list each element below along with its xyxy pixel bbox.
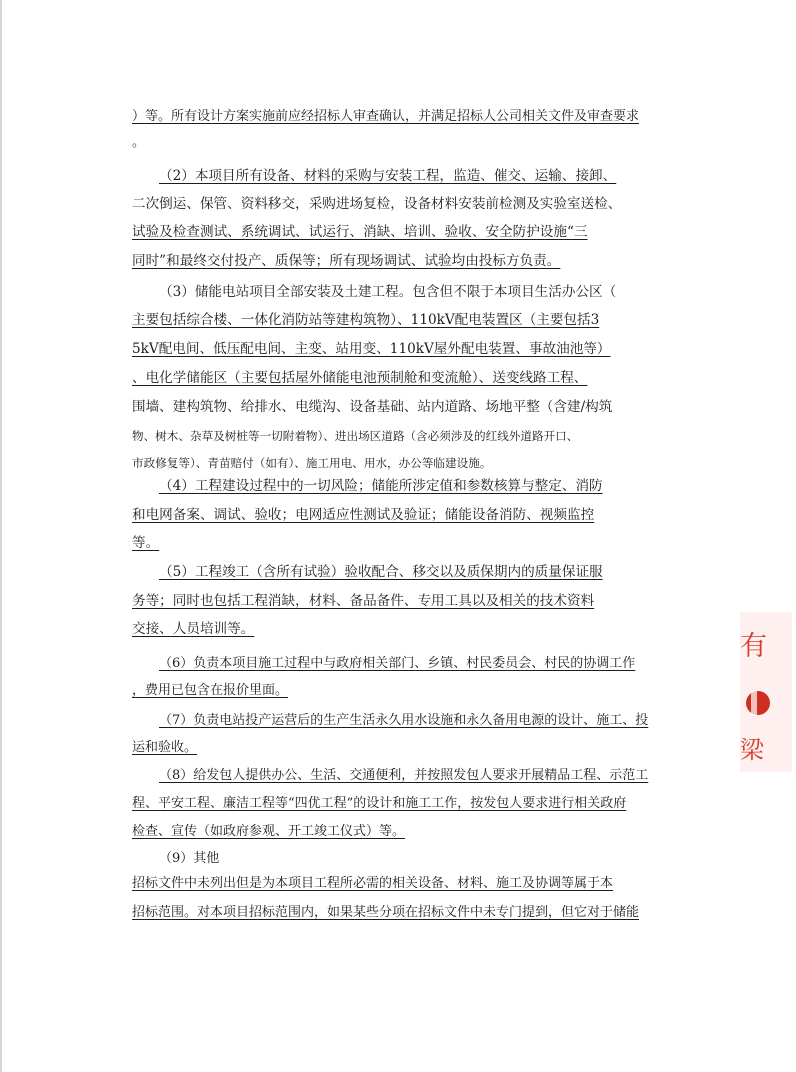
text-line <box>0 282 759 304</box>
text-line <box>0 654 759 676</box>
seal-char: 有 <box>740 631 767 662</box>
text-run: 务等；同时也包括工程消缺，材料、备品备件、专用工具以及相关的技术资料 <box>132 593 595 609</box>
text-line <box>0 681 759 703</box>
text-line <box>0 107 759 129</box>
text-line <box>0 591 759 613</box>
red-seal-stamp <box>736 600 767 780</box>
seal-graphic <box>736 600 796 780</box>
text-line <box>0 822 759 844</box>
text-line <box>0 794 759 816</box>
text-line <box>0 426 759 448</box>
text-run: 运和验收。 <box>132 740 198 755</box>
text-run: 招标文件中未列出但是为本项目工程所必需的相关设备、材料、施工及协调等属于本 <box>132 876 614 891</box>
text-line <box>0 194 759 216</box>
text-run: 市政修复等）、青苗赔付（如有）、施工用电、用水，办公等临建设施。 <box>132 456 492 470</box>
text-line <box>0 619 759 641</box>
text-run: 、电化学储能区（主要包括屋外储能电池预制舱和变流舱）、送变线路工程、 <box>132 370 588 386</box>
seal-char: 梁 <box>740 736 764 764</box>
text-run: 交接、人员培训等。 <box>132 621 255 637</box>
text-run: 。 <box>132 135 146 150</box>
text-line <box>0 166 759 188</box>
text-line <box>0 368 759 390</box>
text-run: 等。 <box>132 535 160 551</box>
text-run: 5kV配电间、低压配电间、主变、站用变、110kV屋外配电装置、事故油池等） <box>132 341 611 357</box>
text-line <box>0 849 759 871</box>
text-run: （2）本项目所有设备、材料的采购与安装工程，监造、催交、运输、接卸、 <box>159 168 617 184</box>
text-run: （4）工程建设过程中的一切风险；储能所涉定值和参数核算与整定、消防 <box>159 478 603 494</box>
text-line <box>0 505 759 527</box>
text-run: （9）其他 <box>159 851 220 866</box>
text-line <box>0 310 759 332</box>
text-run: 检查、宣传（如政府参观、开工竣工仪式）等。 <box>132 824 406 839</box>
text-line <box>0 562 759 584</box>
text-line <box>0 766 759 788</box>
text-line <box>0 903 759 925</box>
text-line <box>0 133 759 155</box>
text-run: 程、平安工程、廉洁工程等“四优工程”的设计和施工工作，按发包人要求进行相关政府 <box>132 796 627 811</box>
text-line <box>0 453 759 475</box>
text-run: （5）工程竣工（含所有试验）验收配合、移交以及质保期内的质量保证服 <box>159 564 603 580</box>
text-run: 物、树木、杂草及树桩等一切附着物）、进出场区道路（含必须涉及的红线外道路开口、 <box>132 429 579 443</box>
text-line <box>0 222 759 244</box>
text-line <box>0 251 759 273</box>
text-line <box>0 533 759 555</box>
text-run: （7）负责电站投产运营后的生产生活永久用水设施和永久备用电源的设计、施工、投 <box>159 713 649 728</box>
text-run: ，费用已包含在报价里面。 <box>132 683 289 698</box>
text-run: 试验及检查测试、系统调试、试运行、消缺、培训、验收、安全防护设施“三 <box>132 224 588 240</box>
text-run: 和电网备案、调试、验收；电网适应性测试及验证；储能设备消防、视频监控 <box>132 507 595 523</box>
text-line <box>0 738 759 760</box>
text-line <box>0 397 759 419</box>
text-run-underlined: ）等。所有设计方案实施前应经招标人审查确认，并满足招标人公司相关文件及审查要求 <box>132 109 640 124</box>
text-line <box>0 711 759 733</box>
text-run <box>132 107 640 127</box>
text-run: 围墙、建构筑物、给排水、电缆沟、设备基础、站内道路、场地平整（含建/构筑 <box>132 399 613 415</box>
text-line <box>0 476 759 498</box>
text-line <box>0 874 759 896</box>
text-run: 主要包括综合楼、一体化消防站等建构筑物）、110kV配电装置区（主要包括3 <box>132 312 600 328</box>
text-run: （8）给发包人提供办公、生活、交通便利，并按照发包人要求开展精品工程、示范工 <box>159 768 649 783</box>
text-run: （3）储能电站项目全部安装及土建工程。包含但不限于本项目生活办公区（ <box>159 284 617 300</box>
text-run: （6）负责本项目施工过程中与政府相关部门、乡镇、村民委员会、村民的协调工作 <box>159 656 636 671</box>
text-line <box>0 339 759 361</box>
text-run: 二次倒运、保管、资料移交，采购进场复检，设备材料安装前检测及实验室送检、 <box>132 196 622 212</box>
text-run: 招标范围。对本项目招标范围内，如果某些分项在招标文件中未专门提到，但它对于储能 <box>132 905 640 920</box>
text-run: 同时”和最终交付投产、质保等；所有现场调试、试验均由投标方负责。 <box>132 253 561 269</box>
